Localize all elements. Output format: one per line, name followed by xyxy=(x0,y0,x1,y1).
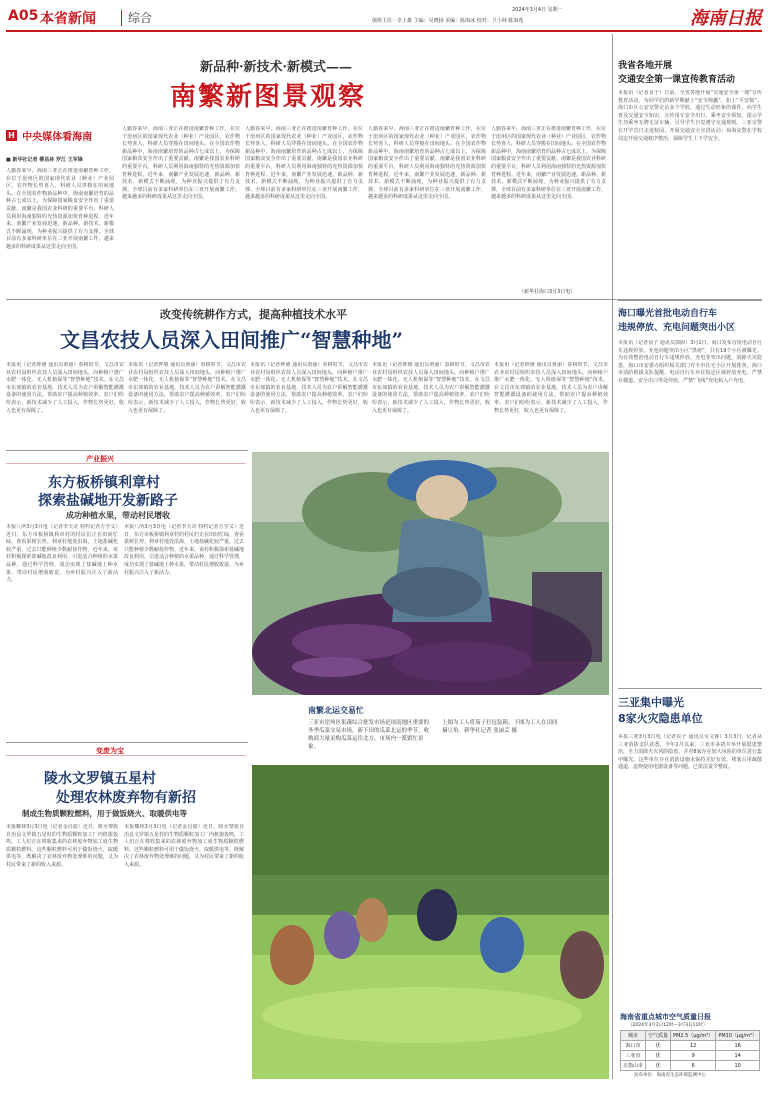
aq-subtitle: （2024年3月2日12时—3月3日11时） xyxy=(628,1023,708,1028)
news-lingshui xyxy=(6,744,248,1079)
lead-title: 南繁新图景观察 xyxy=(170,82,367,112)
column-divider xyxy=(612,34,613,1079)
lead-body-col4: 人勤春来早。海南三亚正在推进南繁育种工作，在位于崖州区的国家现代农业（种业）产业园区，农作物长势喜人，科研人员穿梭在田间地头。在全国农作物新品种中，海南南繁培育的品种占七成以上，为保障国家粮食安全作出了重要贡献。南繁是我国农业科研的重要平台，科研人员利用海南独特的光热资源加快育种进程。近年来，南繁产业发展迅速，新品种、新技术、新模式不断涌现，为种业振兴提供了有力支撑。全球目前有多家科研单位在三亚开展南繁工作，越来越多的科研成果从这里走向全国。 xyxy=(368,126,486,201)
section-title: 本省新闻 xyxy=(40,11,96,27)
photo-caption xyxy=(252,695,609,765)
issue-date: 2024年3月4日 星期一 xyxy=(512,7,563,13)
divider-h2 xyxy=(6,450,248,451)
feature-wenchang xyxy=(0,300,612,448)
industry-tag xyxy=(6,454,246,464)
industry-col1: 本报八所3月3日电（记者李天奇 特约记者方学义）近日，东方市板桥镇利章村的村民们正在田间忙碌，查看果树长势。利章村地处沿海，土地盐碱化较严重，过去只能种植少数耐盐作物。近年来，该村积极探索盐碱地改良利用，引进适合种植的水果品种，通过科学管理，成功实现了盐碱地上种水果，带动村民增收致富，为乡村振兴注入了新活力。 xyxy=(6,524,118,584)
aq-level: 优 xyxy=(646,1061,671,1071)
industry-col2: 本报八所3月3日电（记者李天奇 特约记者方学义）近日，东方市板桥镇利章村的村民们正在田间忙碌，查看果树长势。利章村地处沿海，土地盐碱化较严重，过去只能种植少数耐盐作物。近年来，该村积极探索盐碱地改良利用，引进适合种植的水果品种，通过科学管理，成功实现了盐碱地上种水果，带动村民增收致富，为乡村振兴注入了新活力。 xyxy=(124,524,244,576)
change-title-2: 处理农林废弃物有新招 xyxy=(56,790,196,806)
page-number: A05 xyxy=(8,8,39,24)
page-header xyxy=(0,0,768,34)
feature2-col3: 本报讯（记者钟黛 通讯员黄丽）春耕时节，文昌市农业农村局组织农技人员深入田间地头，向种植户推广水肥一体化、无人机植保等“智慧种地”技术。在文昌市东郊镇的农业基地，技术人员为农户讲解智能灌溉设备的使用方法，帮助农户提高种植效率。农户们纷纷表示，新技术减少了人工投入，作物长势更好，收入也更有保障了。 xyxy=(250,362,368,414)
aq-header-cell: 空气质量 xyxy=(646,1031,671,1041)
photo-caption-left: 三亚市崖州区果蔬综合批发市场是琼南地区重要的冬季瓜菜交易市场，新下田的瓜菜北运的季节，收购商大量采购瓜菜运往北方，市场内一派繁忙景象。 xyxy=(308,720,430,750)
lead-body-col2: 人勤春来早。海南三亚正在推进南繁育种工作，在位于崖州区的国家现代农业（种业）产业园区，农作物长势喜人，科研人员穿梭在田间地头。在全国农作物新品种中，海南南繁培育的品种占七成以上，为保障国家粮食安全作出了重要贡献。南繁是我国农业科研的重要平台，科研人员利用海南独特的光热资源加快育种进程。近年来，南繁产业发展迅速，新品种、新技术、新模式不断涌现，为种业振兴提供了有力支撑。全球目前有多家科研单位在三亚开展南繁工作，越来越多的科研成果从这里走向全国。 xyxy=(122,126,240,201)
aq-pm10: 10 xyxy=(716,1061,760,1071)
feature2-kicker: 改变传统耕作方式，提高种植技术水平 xyxy=(160,308,347,321)
lead-body-col3: 人勤春来早。海南三亚正在推进南繁育种工作，在位于崖州区的国家现代农业（种业）产业园区，农作物长势喜人，科研人员穿梭在田间地头。在全国农作物新品种中，海南南繁培育的品种占七成以上，为保障国家粮食安全作出了重要贡献。南繁是我国农业科研的重要平台，科研人员利用海南独特的光热资源加快育种进程。近年来，南繁产业发展迅速，新品种、新技术、新模式不断涌现，为种业振兴提供了有力支撑。全球目前有多家科研单位在三亚开展南繁工作，越来越多的科研成果从这里走向全国。 xyxy=(245,126,363,201)
table-row xyxy=(621,1051,760,1061)
ebike-title-2: 违规停放、充电问题突出小区 xyxy=(618,323,736,333)
table-row xyxy=(621,1061,760,1071)
aq-table xyxy=(620,1030,760,1071)
eggplant-photo-illustration xyxy=(252,452,609,695)
beans-photo-illustration xyxy=(252,765,609,1079)
section-subtitle: 综合 xyxy=(128,11,153,25)
photo-eggplant xyxy=(252,452,609,695)
aq-header-cell: 城市 xyxy=(621,1031,646,1041)
source-badge-icon: H xyxy=(6,130,17,141)
photo-beans xyxy=(252,765,609,1079)
change-tag xyxy=(6,746,246,756)
aq-header-row xyxy=(621,1031,760,1041)
divider-right-1 xyxy=(618,300,762,301)
ebike-title-1: 海口曝光首批电动自行车 xyxy=(618,309,718,319)
aq-city: 三亚市 xyxy=(621,1051,646,1061)
feature2-col1: 本报讯（记者钟黛 通讯员黄丽）春耕时节，文昌市农业农村局组织农技人员深入田间地头，向种植户推广水肥一体化、无人机植保等“智慧种地”技术。在文昌市东郊镇的农业基地，技术人员为农户讲解智能灌溉设备的使用方法，帮助农户提高种植效率。农户们纷纷表示，新技术减少了人工投入，作物长势更好，收入也更有保障了。 xyxy=(6,362,124,414)
editor-credits: 值班主任：卓上雄 主编：吴晓扬 美编：陈海冰 校对：卫小林 陈海莲 xyxy=(372,18,524,24)
aq-pm10: 16 xyxy=(716,1041,760,1051)
divider-right-2 xyxy=(618,688,762,689)
divider-h3 xyxy=(6,742,248,743)
lead-story xyxy=(0,34,612,299)
lead-body-col1: 人勤春来早。海南三亚正在推进南繁育种工作，在位于崖州区的国家现代农业（种业）产业园区，农作物长势喜人，科研人员穿梭在田间地头。在全国农作物新品种中，海南南繁培育的品种占七成以上，为保障国家粮食安全作出了重要贡献。南繁是我国农业科研的重要平台，科研人员利用海南独特的光热资源加快育种进程。近年来，南繁产业发展迅速，新品种、新技术、新模式不断涌现，为种业振兴提供了有力支撑。全球目前有多家科研单位在三亚开展南繁工作，越来越多的科研成果从这里走向全国。 xyxy=(6,168,114,250)
change-subtitle: 制成生物质颗粒燃料，用于做饭烧火、取暖供电等 xyxy=(22,809,187,818)
sidebar-title-line1: 我省各地开展 xyxy=(618,61,673,71)
industry-tag-label: 产业振兴 xyxy=(86,455,114,463)
aq-city: 五指山市 xyxy=(621,1061,646,1071)
aq-header-cell: PM10（μg/m³） xyxy=(716,1031,760,1041)
change-tag-label: 变废为宝 xyxy=(96,747,124,755)
photo-caption-right: 上图为工人将茄子打包装箱。下图为工人在田间摘豆角。新华社记者 张丽芸 摄 xyxy=(442,720,558,734)
lead-body-col5: 人勤春来早。海南三亚正在推进南繁育种工作，在位于崖州区的国家现代农业（种业）产业园区，农作物长势喜人，科研人员穿梭在田间地头。在全国农作物新品种中，海南南繁培育的品种占七成以上，为保障国家粮食安全作出了重要贡献。南繁是我国农业科研的重要平台，科研人员利用海南独特的光热资源加快育种进程。近年来，南繁产业发展迅速，新品种、新技术、新模式不断涌现，为种业振兴提供了有力支撑。全球目前有多家科研单位在三亚开展南繁工作，越来越多的科研成果从这里走向全国。 xyxy=(491,126,606,201)
change-title-1: 陵水文罗镇五星村 xyxy=(44,771,156,787)
lead-dateline: （新华社海口3月3日电） xyxy=(519,289,576,295)
industry-title-1: 东方板桥镇利章村 xyxy=(48,475,160,491)
masthead-logo: 海南日报 xyxy=(690,8,762,29)
lead-kicker: 新品种·新技术·新模式—— xyxy=(200,60,353,75)
photo-caption-title: 南繁北运交易忙 xyxy=(308,706,364,715)
change-col2: 本报椰林3月3日电（记者金昌波）近日，陵水黎族自治县文罗镇五星村的生物质颗粒加工厂内机器轰鸣，工人们正在将收集来的农林废弃物加工成生物质颗粒燃料。这些颗粒燃料可用于做饭烧火、取暖供电等，既解决了农林废弃物处理难的问题，又为村民带来了新的收入来源。 xyxy=(124,824,244,868)
aq-pm25: 6 xyxy=(671,1061,716,1071)
aq-city: 海口市 xyxy=(621,1041,646,1051)
feature2-col2: 本报讯（记者钟黛 通讯员黄丽）春耕时节，文昌市农业农村局组织农技人员深入田间地头，向种植户推广水肥一体化、无人机植保等“智慧种地”技术。在文昌市东郊镇的农业基地，技术人员为农户讲解智能灌溉设备的使用方法，帮助农户提高种植效率。农户们纷纷表示，新技术减少了人工投入，作物长势更好，收入也更有保障了。 xyxy=(128,362,246,414)
section-divider xyxy=(121,10,122,26)
source-logo-text: 中央媒体看海南 xyxy=(22,132,93,143)
industry-subtitle: 成功种植水果，带动村民增收 xyxy=(66,511,170,520)
fire-title-2: 8家火灾隐患单位 xyxy=(618,712,703,725)
ebike-body: 本报讯（记者良子 通讯员郭蔚）3月1日，海口发布首批电动自行车违规停放、充电问题突出小区“黑榜”，共有19个小区被曝光。为有效整治电动自行车违规停放、充电等突出问题，消除火灾隐患，海口市安委办组织相关部门对全市住宅小区开展排查。海口市消防救援支队提醒，电动自行车应在指定区域停放充电，严禁在楼道、安全出口等处停放，严禁“飞线”充电和入户充电。 xyxy=(618,340,762,384)
aq-pm10: 14 xyxy=(716,1051,760,1061)
sidebar-traffic xyxy=(618,58,764,298)
aq-level: 优 xyxy=(646,1041,671,1051)
source-logo xyxy=(6,125,92,144)
news-sanya-fire xyxy=(618,694,764,1014)
fire-body: 本报三亚3月3日电（记者良子 通讯员吴文睿）3月3日，记者从三亚消防支队获悉，今年2月以来，三亚市多措并举开展隐患整治，全力消除火灾风险隐患，并对8家存在较大风险的单位进行集中曝光。这些单位存在消防设施未保持完好有效、堵塞占用疏散通道、违规使用电器设备等问题，已依法责令整改。 xyxy=(618,734,762,771)
fire-title-1: 三亚集中曝光 xyxy=(618,696,684,709)
air-quality-box xyxy=(618,1012,762,1078)
feature2-col4: 本报讯（记者钟黛 通讯员黄丽）春耕时节，文昌市农业农村局组织农技人员深入田间地头，向种植户推广水肥一体化、无人机植保等“智慧种地”技术。在文昌市东郊镇的农业基地，技术人员为农户讲解智能灌溉设备的使用方法，帮助农户提高种植效率。农户们纷纷表示，新技术减少了人工投入，作物长势更好，收入也更有保障了。 xyxy=(372,362,490,414)
sidebar-title-line2: 交通安全第一课宣传教育活动 xyxy=(618,75,736,85)
aq-level: 优 xyxy=(646,1051,671,1061)
aq-source: 发布单位：海南省生态环境监测中心 xyxy=(634,1073,706,1078)
news-haikou-ebike xyxy=(618,306,764,686)
aq-title: 海南省重点城市空气质量日报 xyxy=(620,1013,711,1021)
industry-title-2: 探索盐碱地开发新路子 xyxy=(38,493,178,509)
table-row xyxy=(621,1041,760,1051)
feature2-col5: 本报讯（记者钟黛 通讯员黄丽）春耕时节，文昌市农业农村局组织农技人员深入田间地头，向种植户推广水肥一体化、无人机植保等“智慧种地”技术。在文昌市东郊镇的农业基地，技术人员为农户讲解智能灌溉设备的使用方法，帮助农户提高种植效率。农户们纷纷表示，新技术减少了人工投入，作物长势更好，收入也更有保障了。 xyxy=(494,362,608,414)
news-dongfang xyxy=(6,452,248,738)
header-rule xyxy=(6,30,762,32)
lead-byline: ■ 新华社记者 柳昌林 罗江 王军锋 xyxy=(6,157,83,163)
sidebar-body: 本报讯（记者良子）日前，全省各地开展“交通安全第一课”宣传教育活动，为同学们的新学期献上“安全锦囊”，扣上“平安锁”。海口市区公安交警走访多个学校，通过生动形象的课件，向学生普及交通安全知识，宣传用车安全出行、乘坐安全须知，提示学生勿乘坐无牌无证车辆，引导学生自觉遵守交通规则。三亚交警在开学首日走进校园，开展交通安全宣讲活动；琼海交警在学校周边开展交通秩序整治，保障学生上下学安全。 xyxy=(618,90,762,142)
feature2-title: 文昌农技人员深入田间推广“智慧种地” xyxy=(60,328,404,352)
aq-pm25: 9 xyxy=(671,1051,716,1061)
aq-pm25: 12 xyxy=(671,1041,716,1051)
aq-header-cell: PM2.5（μg/m³） xyxy=(671,1031,716,1041)
change-col1: 本报椰林3月3日电（记者金昌波）近日，陵水黎族自治县文罗镇五星村的生物质颗粒加工厂内机器轰鸣，工人们正在将收集来的农林废弃物加工成生物质颗粒燃料。这些颗粒燃料可用于做饭烧火、取暖供电等，既解决了农林废弃物处理难的问题，又为村民带来了新的收入来源。 xyxy=(6,824,118,868)
